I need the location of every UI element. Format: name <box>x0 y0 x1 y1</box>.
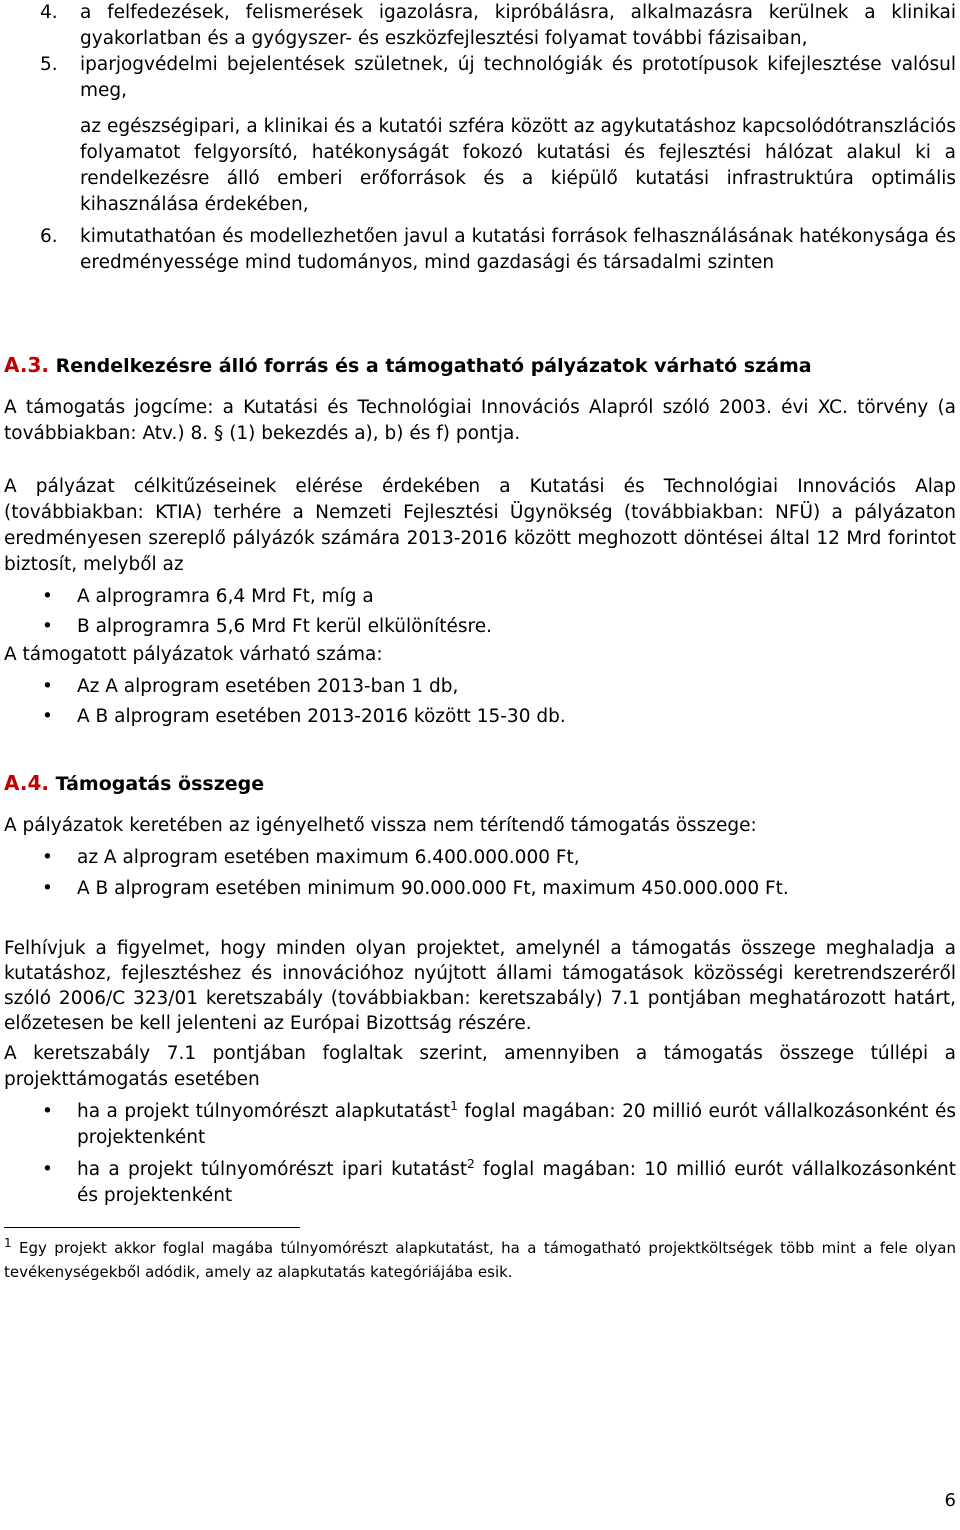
bullet-item <box>4 1157 956 1209</box>
bullet-text: B alprogramra 5,6 Mrd Ft kerül elkülönítésre. <box>77 616 493 637</box>
bullet-text: Az A alprogram esetében 2013-ban 1 db, <box>77 676 459 697</box>
section-heading-a4 <box>4 770 956 797</box>
bullet-text: A alprogramra 6,4 Mrd Ft, míg a <box>77 586 374 607</box>
bullet-icon: • <box>42 878 53 899</box>
paragraph: A pályázatok keretében az igényelhető vissza nem térítendő támogatás összege: <box>4 815 757 836</box>
bullet-icon: • <box>42 586 53 607</box>
paragraph: A támogatott pályázatok várható száma: <box>4 644 383 665</box>
bullet-icon: • <box>42 1159 53 1180</box>
section-title: Támogatás összege <box>55 773 265 795</box>
bullet-text: ha a projekt túlnyomórészt ipari kutatást$^2$ foglal magában: 10 millió eurót vállalkozásonként és projektenként <box>77 1156 957 1206</box>
bullet-icon: • <box>42 706 53 727</box>
bullet-item <box>4 1099 956 1151</box>
paragraph: A keretszabály 7.1 pontjában foglaltak szerint, amennyiben a támogatás összege túllépi a projekttámogatás esetében <box>4 1043 956 1090</box>
list-text: a felfedezések, felismerések igazolásra, kipróbálásra, alkalmazásra kerülnek a klinikai gyakorlatban és a gyógyszer- és eszközfejlesztési folyamat további fázisaiban, <box>80 2 956 49</box>
page-number: 6 <box>944 1490 956 1511</box>
bullet-text: A B alprogram esetében minimum 90.000.000 Ft, maximum 450.000.000 Ft. <box>77 878 789 899</box>
list-text: kimutathatóan és modellezhetően javul a kutatási források felhasználásának hatékonysága és eredményessége mind tudományos, mind gazdasági és társadalmi szinten <box>80 226 956 273</box>
footnote-ref[interactable]: 1 <box>450 1098 458 1113</box>
bullet-item <box>4 876 956 902</box>
bullet-item <box>4 674 956 700</box>
document-page <box>4 0 956 1284</box>
paragraph: A támogatás jogcíme: a Kutatási és Technológiai Innovációs Alapról szóló 2003. évi XC. törvény (a továbbiakban: Atv.) 8. § (1) bekezdés a), b) és f) pontja. <box>4 397 956 444</box>
bullet-icon: • <box>42 1101 53 1122</box>
bullet-icon: • <box>42 676 53 697</box>
list-item-5 <box>4 52 956 104</box>
bullet-text: A B alprogram esetében 2013-2016 között 15-30 db. <box>77 706 566 727</box>
footnote-ref[interactable]: 2 <box>467 1156 475 1171</box>
list-item-4 <box>4 0 956 52</box>
bullet-icon: • <box>42 847 53 868</box>
footnote-number: 1 <box>4 1236 12 1250</box>
bullet-item <box>4 614 956 640</box>
footnote <box>4 1236 956 1284</box>
section-heading-a3 <box>4 352 956 379</box>
bullet-text: ha a projekt túlnyomórészt alapkutatást$^1$ foglal magában: 20 millió eurót vállalkozásonként és projektenként <box>77 1098 956 1148</box>
list-number: 5. <box>40 54 58 75</box>
indented-paragraph: az egészségipari, a klinikai és a kutatói szféra között az agykutatáshoz kapcsolódótranszlációs folyamatot felgyorsító, hatékonyságát fokozó kutatási és fejlesztési hálózat alakul ki a rendelkezésre álló emberi erőforrások és a kiépülő kutatási infrastruktúra optimális kihasználása érdekében, <box>80 116 956 215</box>
footnote-text: Egy projekt akkor foglal magába túlnyomórészt alapkutatást, ha a támogatható projektköltségek több mint a fele olyan tevékenységekből adódik, amely az alapkutatás kategóriájába esik. <box>4 1239 956 1281</box>
bullet-item <box>4 584 956 610</box>
bullet-text: az A alprogram esetében maximum 6.400.000.000 Ft, <box>77 847 580 868</box>
section-number: A.3. <box>4 353 49 377</box>
paragraph: A pályázat célkitűzéseinek elérése érdekében a Kutatási és Technológiai Innovációs Alap (továbbiakban: KTIA) terhére a Nemzeti Fejlesztési Ügynökség (továbbiakban: NFÜ) a pályázaton eredményesen szereplő pályázók számára 2013-2016 között meghozott döntései által 12 Mrd forintot biztosít, melyből az <box>4 476 956 575</box>
section-title: Rendelkezésre álló forrás és a támogatható pályázatok várható száma <box>55 355 812 377</box>
paragraph: Felhívjuk a figyelmet, hogy minden olyan projektet, amelynél a támogatás összege meghaladja a kutatáshoz, fejlesztéshez és innovációhoz nyújtott állami támogatások közösségi keretrendszeréről szóló 2006/C 323/01 keretszabály (továbbiakban: keretszabály) 7.1 pontjában meghatározott határt, előzetesen be kell jelenteni az Európai Bizottság részére. <box>4 938 956 1034</box>
footnote-divider <box>4 1227 300 1228</box>
list-number: 6. <box>40 226 58 247</box>
bullet-icon: • <box>42 616 53 637</box>
bullet-item <box>4 845 956 871</box>
bullet-item <box>4 704 956 730</box>
list-item-6 <box>4 224 956 276</box>
list-number: 4. <box>40 2 58 23</box>
list-text: iparjogvédelmi bejelentések születnek, új technológiák és prototípusok kifejlesztése valósul meg, <box>80 54 956 101</box>
section-number: A.4. <box>4 771 49 795</box>
